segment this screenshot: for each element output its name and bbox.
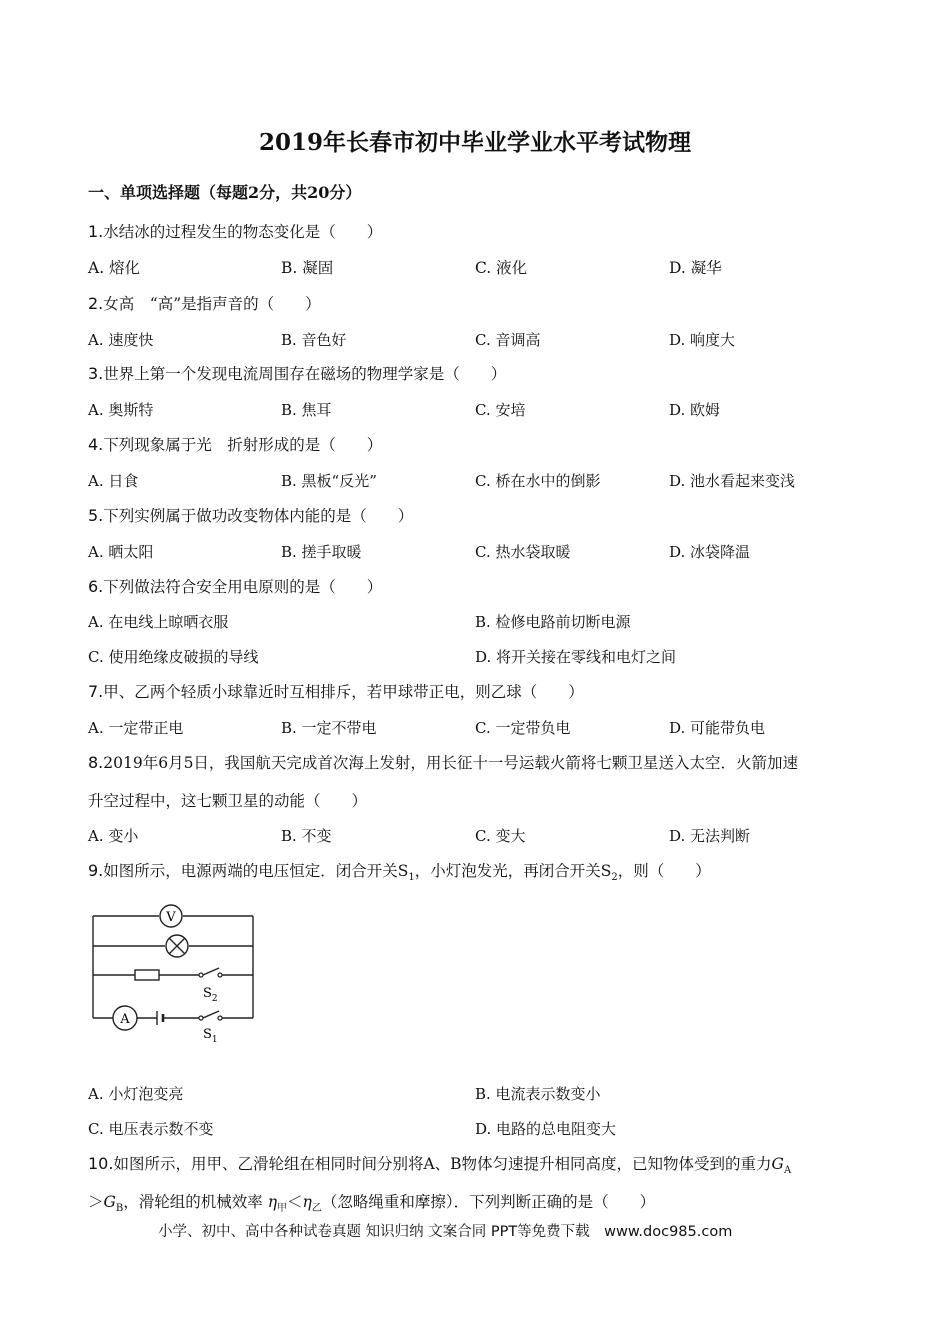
question-5 bbox=[88, 504, 413, 526]
switch-letter: S bbox=[203, 986, 212, 1001]
question-text: ＞ bbox=[88, 1193, 104, 1211]
option-d: D. 欧姆 bbox=[669, 401, 721, 419]
question-10 bbox=[88, 1152, 791, 1176]
option-b: B. 检修电路前切断电源 bbox=[475, 613, 631, 631]
question-6 bbox=[88, 575, 382, 597]
option-d: D. 池水看起来变浅 bbox=[669, 472, 796, 490]
question-text: 甲、乙两个轻质小球靠近时互相排斥，若甲球带正电，则乙球（ ） bbox=[103, 683, 584, 701]
question-text: 下列做法符合安全用电原则的是（ ） bbox=[103, 578, 383, 596]
gravity-symbol: G bbox=[771, 1155, 784, 1173]
question-3 bbox=[88, 362, 506, 384]
option-a: A. 奥斯特 bbox=[88, 401, 154, 419]
subscript: B bbox=[115, 1203, 124, 1215]
question-7 bbox=[88, 680, 584, 702]
switch-s2-label bbox=[203, 986, 218, 1004]
question-text: 2019年6月5日，我国航天完成首次海上发射，用长征十一号运载火箭将七颗卫星送入太空．火箭加速 bbox=[103, 754, 798, 772]
question-text: 如图所示，用甲、乙滑轮组在相同时间分别将A、B物体匀速提升相同高度，已知物体受到的重力 bbox=[113, 1155, 772, 1173]
option-d: D. 冰袋降温 bbox=[669, 543, 751, 561]
question-text: ，滑轮组的机械效率 bbox=[123, 1193, 263, 1211]
option-a: A. 小灯泡变亮 bbox=[88, 1085, 184, 1103]
option-a: A. 日食 bbox=[88, 472, 139, 490]
option-c: C. 桥在水中的倒影 bbox=[475, 472, 601, 490]
option-c: C. 电压表示数不变 bbox=[88, 1120, 214, 1138]
option-a: A. 熔化 bbox=[88, 259, 141, 277]
option-d: D. 凝华 bbox=[669, 259, 722, 277]
question-4 bbox=[88, 433, 382, 455]
option-d: D. 响度大 bbox=[669, 331, 736, 349]
question-number: 8. bbox=[88, 753, 104, 772]
question-number: 9. bbox=[88, 861, 104, 880]
question-text: ，则（ ） bbox=[617, 862, 711, 880]
question-2 bbox=[88, 292, 321, 314]
option-d: D. 可能带负电 bbox=[669, 719, 766, 737]
option-d: D. 将开关接在零线和电灯之间 bbox=[475, 648, 677, 666]
switch-subscript: 2 bbox=[211, 994, 218, 1004]
switch-s1-label bbox=[203, 1027, 218, 1045]
option-a: A. 变小 bbox=[88, 827, 139, 845]
section-heading: 一、单项选择题（每题2分，共20分） bbox=[88, 183, 362, 202]
efficiency-symbol: η bbox=[302, 1193, 312, 1211]
option-a: A. 晒太阳 bbox=[88, 543, 154, 561]
switch-s1 bbox=[199, 1016, 222, 1045]
option-c: C. 使用绝缘皮破损的导线 bbox=[88, 648, 259, 666]
question-number: 1. bbox=[88, 222, 104, 241]
subscript: A bbox=[783, 1165, 792, 1177]
option-c: C. 安培 bbox=[475, 401, 526, 419]
question-text: 下列现象属于光 折射形成的是（ ） bbox=[103, 436, 383, 454]
question-text: ＜ bbox=[287, 1193, 303, 1211]
question-text: 水结冰的过程发生的物态变化是（ ） bbox=[103, 223, 383, 241]
question-number: 10. bbox=[88, 1154, 114, 1173]
option-b: B. 音色好 bbox=[281, 331, 347, 349]
option-a: A. 一定带正电 bbox=[88, 719, 184, 737]
option-a: A. 在电线上晾晒衣服 bbox=[88, 613, 229, 631]
page-title: 2019年长春市初中毕业学业水平考试物理 bbox=[258, 129, 691, 156]
question-number: 5. bbox=[88, 506, 104, 525]
option-b: B. 凝固 bbox=[281, 259, 334, 277]
subscript: 甲 bbox=[277, 1203, 288, 1215]
voltmeter-label: V bbox=[166, 910, 176, 925]
question-number: 3. bbox=[88, 364, 104, 383]
option-b: B. 黑板“反光” bbox=[281, 472, 377, 490]
question-text: 如图所示，电源两端的电压恒定．闭合开关S bbox=[103, 862, 409, 880]
question-1 bbox=[88, 220, 382, 242]
switch-letter: S bbox=[203, 1027, 212, 1042]
option-a: A. 速度快 bbox=[88, 331, 154, 349]
question-number: 6. bbox=[88, 577, 104, 596]
subscript: 乙 bbox=[311, 1203, 322, 1215]
footer-text: 小学、初中、高中各种试卷真题 知识归纳 文案合同 PPT等免费下载 www.doc985.com bbox=[158, 1224, 733, 1240]
question-8 bbox=[88, 751, 798, 773]
option-c: C. 一定带负电 bbox=[475, 719, 571, 737]
question-number: 4. bbox=[88, 435, 104, 454]
switch-s2 bbox=[199, 973, 222, 1004]
ammeter-icon bbox=[113, 1006, 137, 1030]
option-b: B. 一定不带电 bbox=[281, 719, 377, 737]
circuit-diagram bbox=[85, 896, 265, 1046]
question-text: 女高 “高”是指声音的（ ） bbox=[103, 295, 321, 313]
gravity-symbol: G bbox=[103, 1193, 116, 1211]
lamp-icon bbox=[166, 935, 188, 957]
option-b: B. 不变 bbox=[281, 827, 332, 845]
option-c: C. 音调高 bbox=[475, 331, 541, 349]
efficiency-symbol: η bbox=[267, 1193, 278, 1211]
option-b: B. 电流表示数变小 bbox=[475, 1085, 601, 1103]
question-text: 世界上第一个发现电流周围存在磁场的物理学家是（ ） bbox=[103, 365, 507, 383]
subscript: 2 bbox=[611, 872, 618, 884]
voltmeter-icon bbox=[160, 905, 182, 927]
option-d: D. 无法判断 bbox=[669, 827, 751, 845]
option-c: C. 液化 bbox=[475, 259, 528, 277]
switch-subscript: 1 bbox=[211, 1035, 218, 1045]
subscript: 1 bbox=[408, 872, 415, 884]
option-d: D. 电路的总电阻变大 bbox=[475, 1120, 617, 1138]
question-text: ，小灯泡发光，再闭合开关S bbox=[414, 862, 612, 880]
option-c: C. 热水袋取暖 bbox=[475, 543, 571, 561]
question-text: 下列实例属于做功改变物体内能的是（ ） bbox=[103, 507, 414, 525]
question-text: （忽略绳重和摩擦）．下列判断正确的是（ ） bbox=[321, 1193, 656, 1211]
ammeter-label: A bbox=[120, 1012, 130, 1027]
option-b: B. 搓手取暖 bbox=[281, 543, 362, 561]
option-c: C. 变大 bbox=[475, 827, 526, 845]
question-8-line-2: 升空过程中，这七颗卫星的动能（ ） bbox=[88, 792, 368, 810]
question-number: 2. bbox=[88, 294, 104, 313]
option-b: B. 焦耳 bbox=[281, 401, 332, 419]
question-9 bbox=[88, 859, 711, 883]
question-10-line-2 bbox=[88, 1190, 655, 1214]
question-number: 7. bbox=[88, 682, 104, 701]
